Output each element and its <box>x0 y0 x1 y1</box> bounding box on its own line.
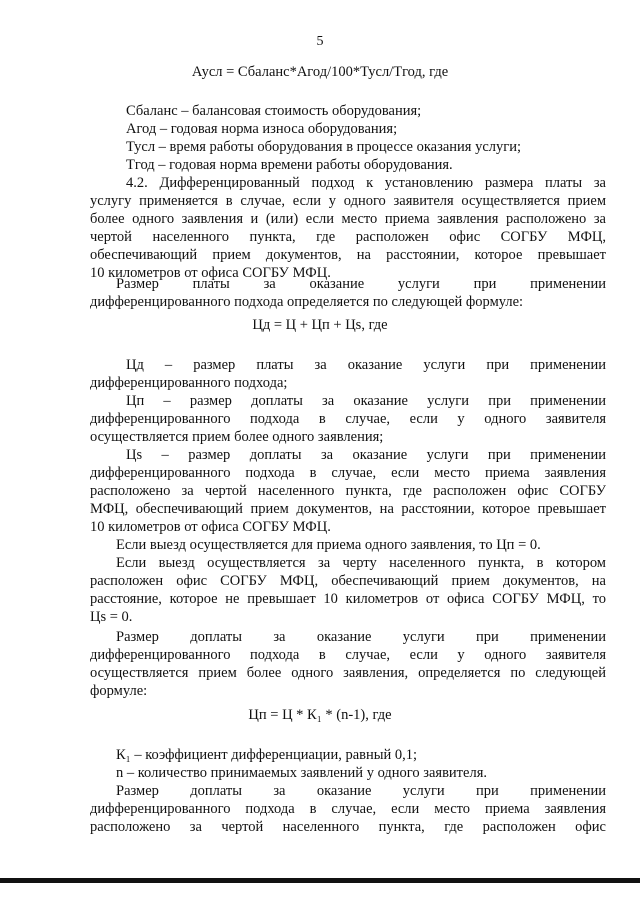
section-4-2-line: 10 километров от офиса СОГБУ МФЦ. <box>90 265 331 281</box>
formula-differentiated-fee: Цд = Ц + Цп + Цѕ, где <box>252 317 388 333</box>
definition-line: Цп – размер доплаты за оказание услуги при применении <box>126 393 606 409</box>
section-4-2-line: чертой населенного пункта, где расположен офис СОГБУ МФЦ, <box>90 229 606 245</box>
definition-line: осуществляется прием более одного заявления; <box>90 429 384 445</box>
definition-line: МФЦ, обеспечивающий прием документов, на расстоянии, которое превышает <box>90 501 606 517</box>
note-line: Если выезд осуществляется для приема одного заявления, то Цп = 0. <box>116 537 541 553</box>
definition-line: Тусл – время работы оборудования в процессе оказания услуги; <box>126 139 521 155</box>
note-line: Цѕ = 0. <box>90 609 133 625</box>
definition-line: Тгод – годовая норма времени работы оборудования. <box>126 157 453 173</box>
paragraph-line: формуле: <box>90 683 148 699</box>
paragraph-line: дифференцированного подхода определяется по следующей формуле: <box>90 294 524 310</box>
definition-line: 10 километров от офиса СОГБУ МФЦ. <box>90 519 331 535</box>
note-line: Если выезд осуществляется за черту населенного пункта, в котором <box>116 555 606 571</box>
definition-line: К₁ – коэффициент дифференциации, равный 0,1; <box>116 747 418 763</box>
definition-line: Агод – годовая норма износа оборудования; <box>126 121 398 137</box>
bottom-scan-border <box>0 878 640 883</box>
section-4-2-line: более одного заявления и (или) если место приема заявления расположено за <box>90 211 606 227</box>
definition-line: n – количество принимаемых заявлений у одного заявителя. <box>116 765 487 781</box>
section-4-2-line: услугу применяется в случае, если у одного заявителя осуществляется прием <box>90 193 606 209</box>
paragraph-line: дифференцированного подхода в случае, если у одного заявителя <box>90 647 606 663</box>
paragraph-line: расположено за чертой населенного пункта, где расположен офис <box>90 819 606 835</box>
note-line: расположен офис СОГБУ МФЦ, обеспечивающий прием документов, на <box>90 573 606 589</box>
paragraph-line: осуществляется прием более одного заявления, определяется по следующей <box>90 665 606 681</box>
paragraph-line: Размер доплаты за оказание услуги при применении <box>116 629 606 645</box>
section-4-2-line: обеспечивающий прием документов, на расстоянии, которое превышает <box>90 247 606 263</box>
definition-line: расположено за чертой населенного пункта, где расположен офис СОГБУ <box>90 483 606 499</box>
definition-line: дифференцированного подхода; <box>90 375 288 391</box>
paragraph-line: Размер платы за оказание услуги при применении <box>116 276 606 292</box>
section-4-2-line: 4.2. Дифференцированный подход к установлению размера платы за <box>126 175 606 191</box>
formula-depreciation: Аусл = Сбаланс*Агод/100*Тусл/Тгод, где <box>191 64 449 80</box>
definition-line: Цѕ – размер доплаты за оказание услуги при применении <box>126 447 606 463</box>
page-number: 5 <box>316 34 324 49</box>
paragraph-line: Размер доплаты за оказание услуги при применении <box>116 783 606 799</box>
definition-line: Цд – размер платы за оказание услуги при применении <box>126 357 606 373</box>
definition-line: дифференцированного подхода в случае, если место приема заявления <box>90 465 606 481</box>
definition-line: Сбаланс – балансовая стоимость оборудования; <box>126 103 422 119</box>
note-line: расстояние, которое не превышает 10 километров от офиса СОГБУ МФЦ, то <box>90 591 606 607</box>
formula-surcharge: Цп = Ц * К₁ * (n-1), где <box>248 707 392 723</box>
definition-line: дифференцированного подхода в случае, если у одного заявителя <box>90 411 606 427</box>
paragraph-line: дифференцированного подхода в случае, если место приема заявления <box>90 801 606 817</box>
